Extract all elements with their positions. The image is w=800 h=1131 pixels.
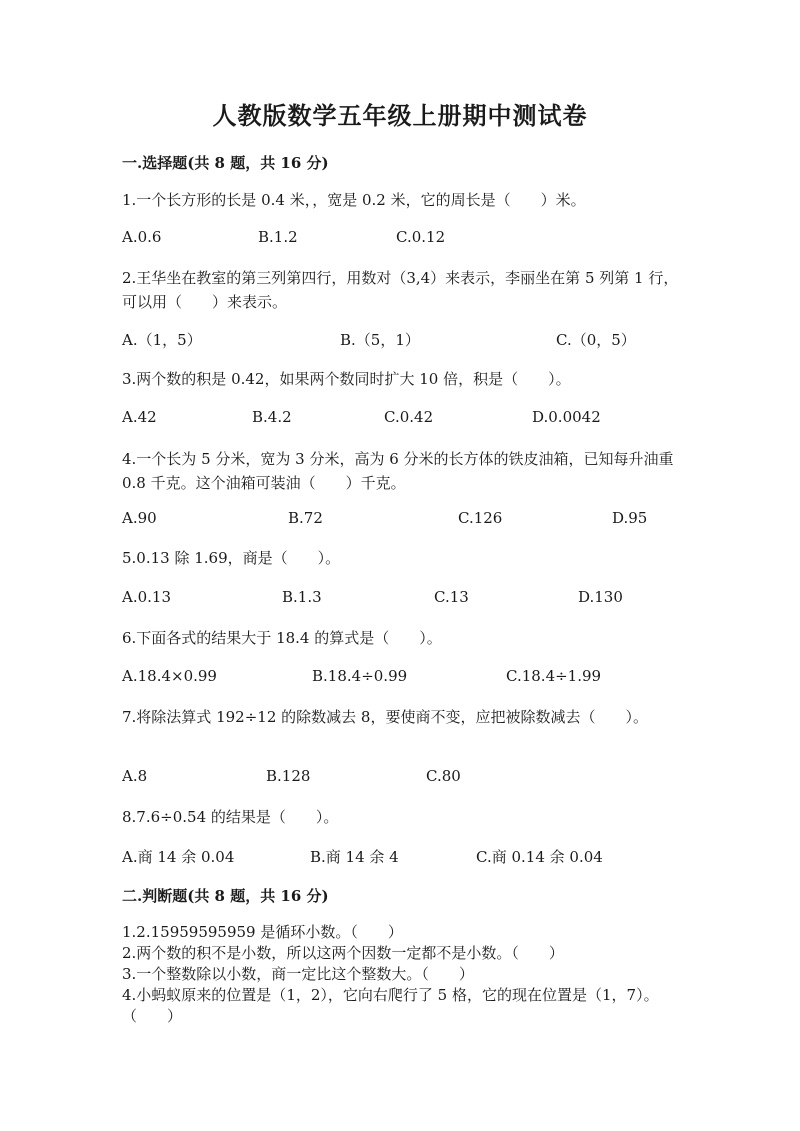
options-8: [122, 846, 682, 868]
option-d: D.130: [578, 588, 623, 606]
options-6: [122, 667, 682, 689]
question-6: 6.下面各式的结果大于 18.4 的算式是（ ）。: [122, 629, 442, 647]
question-4: 4.一个长为 5 分米，宽为 3 分米，高为 6 分米的长方体的铁皮油箱，已知每升油重 0.8 千克。这个油箱可装油（ ）千克。: [122, 450, 674, 492]
options-1: [122, 228, 682, 250]
option-b: B.（5，1）: [340, 331, 420, 349]
options-7: [122, 767, 682, 789]
tf-item-4: 4.小蚂蚁原来的位置是（1，2），它向右爬行了 5 格，它的现在位置是（1，7）。（ ）: [122, 986, 659, 1025]
option-a: A.90: [122, 509, 157, 527]
option-b: B.1.2: [258, 228, 298, 246]
question-1: 1.一个长方形的长是 0.4 米，，宽是 0.2 米，它的周长是（ ）米。: [122, 191, 586, 209]
option-a: A.42: [122, 408, 157, 426]
question-7: 7.将除法算式 192÷12 的除数减去 8，要使商不变，应把被除数减去（ ）。: [122, 708, 648, 726]
tf-item-1: 1.2.15959595959 是循环小数。（ ）: [122, 923, 403, 941]
option-c: C.商 0.14 余 0.04: [476, 848, 603, 866]
section-heading-choice: 一.选择题(共 8 题，共 16 分): [122, 154, 329, 172]
option-a: A.（1，5）: [122, 331, 202, 349]
option-a: A.0.13: [122, 588, 171, 606]
option-b: B.4.2: [252, 408, 292, 426]
option-c: C.126: [458, 509, 503, 527]
option-c: C.（0，5）: [556, 331, 636, 349]
section-heading-truefalse: 二.判断题(共 8 题，共 16 分): [122, 887, 329, 905]
option-b: B.18.4÷0.99: [312, 667, 408, 685]
page-title: 人教版数学五年级上册期中测试卷: [212, 101, 588, 130]
tf-item-3: 3.一个整数除以小数，商一定比这个整数大。（ ）: [122, 965, 474, 983]
tf-item-2: 2.两个数的积不是小数，所以这两个因数一定都不是小数。（ ）: [122, 944, 564, 962]
option-a: A.商 14 余 0.04: [122, 848, 235, 866]
option-d: D.0.0042: [532, 408, 601, 426]
question-8: 8.7.6÷0.54 的结果是（ ）。: [122, 808, 339, 826]
option-b: B.128: [266, 767, 311, 785]
option-c: C.18.4÷1.99: [506, 667, 602, 685]
option-c: C.0.12: [396, 228, 446, 246]
option-c: C.80: [426, 767, 461, 785]
options-4: [122, 509, 682, 531]
options-2: [122, 329, 682, 351]
question-3: 3.两个数的积是 0.42，如果两个数同时扩大 10 倍，积是（ ）。: [122, 370, 571, 388]
option-b: B.1.3: [282, 588, 322, 606]
option-a: A.18.4×0.99: [122, 667, 217, 685]
options-5: [122, 588, 682, 610]
question-2: 2.王华坐在教室的第三列第四行，用数对（3,4）来表示，李丽坐在第 5 列第 1 行，可以用（ ）来表示。: [122, 269, 679, 311]
question-5: 5.0.13 除 1.69，商是（ ）。: [122, 549, 341, 567]
option-b: B.商 14 余 4: [310, 848, 399, 866]
options-3: [122, 408, 682, 430]
option-c: C.0.42: [384, 408, 434, 426]
option-c: C.13: [434, 588, 469, 606]
option-a: A.0.6: [122, 228, 162, 246]
option-b: B.72: [288, 509, 323, 527]
option-d: D.95: [612, 509, 648, 527]
option-a: A.8: [122, 767, 148, 785]
